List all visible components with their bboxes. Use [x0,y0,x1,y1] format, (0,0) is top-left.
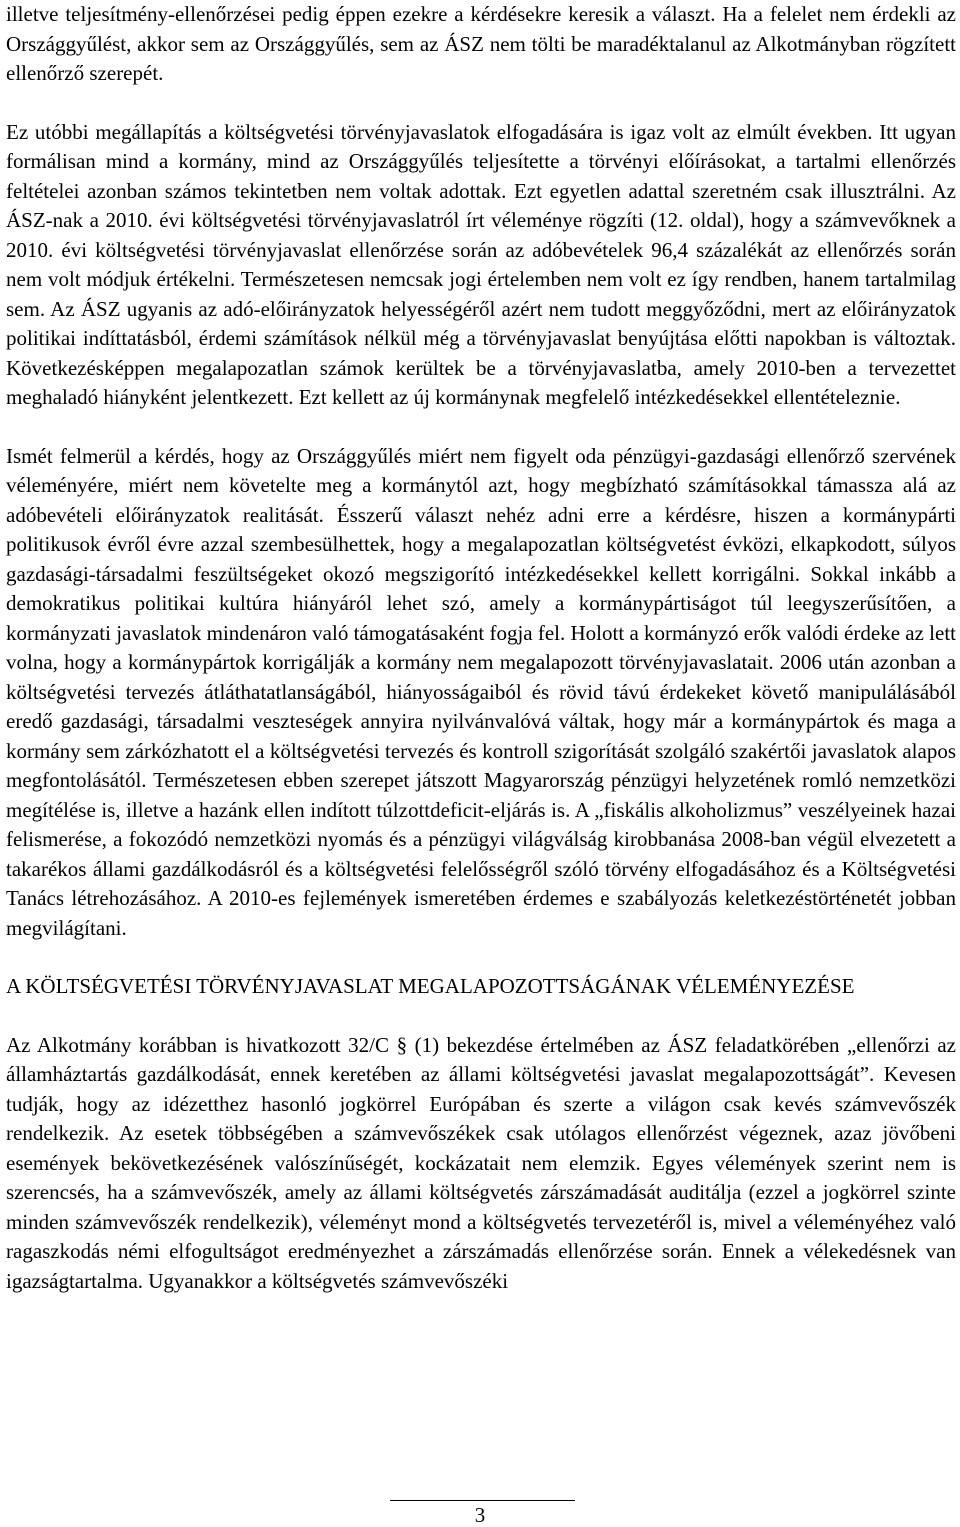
paragraph-1: illetve teljesítmény-ellenőrzései pedig éppen ezekre a kérdésekre keresik a választ. Ha a felelet nem érdekli az Országgyűlést, akkor sem az Országgyűlés, sem az ÁSZ nem tölti be maradéktalanul az Alkotmányban rögzített ellenőrző szerepét. [6,2,956,85]
paragraph-2: Ez utóbbi megállapítás a költségvetési törvényjavaslatok elfogadására is igaz volt az elmúlt években. Itt ugyan formálisan mind a kormány, mind az Országgyűlés teljesítette a törvényi előírásokat, a tartalmi ellenőrzés feltételei azonban számos tekintetben nem voltak adottak. Ezt egyetlen adattal szeretném csak illusztrálni. Az ÁSZ-nak a 2010. évi költségvetési törvényjavaslatról írt véleménye rögzíti (12. oldal), hogy a számvevőknek a 2010. évi költségvetési törvényjavaslat ellenőrzése során az adóbevételek 96,4 százalékát az ellenőrzés során nem volt módjuk értékelni. Természetesen nemcsak jogi értelemben nem volt ez így rendben, hanem tartalmilag sem. Az ÁSZ ugyanis az adó-előirányzatok helyességéről azért nem tudott meggyőződni, mert az előirányzatok politikai indíttatásból, érdemi számítások nélkül még a törvényjavaslat benyújtása előtti napokban is változtak. Következésképpen megalapozatlan számok kerültek be a törvényjavaslatba, amely 2010-ben a tervezettet meghaladó hiányként jelentkezett. Ezt kellett az új kormánynak megfelelő intézkedésekkel ellentételeznie. [6,119,956,409]
paragraph-4: Az Alkotmány korábban is hivatkozott 32/C § (1) bekezdése értelmében az ÁSZ feladatkörében „ellenőrzi az államháztartás gazdálkodását, ennek keretében az állami költségvetési javaslat megalapozottságát”. Kevesen tudják, hogy az idézetthez hasonló jogkörrel Európában és szerte a világon csak kevés számvevőszék rendelkezik. Az esetek többségében a számvevőszékek csak utólagos ellenőrzést végeznek, azaz jövőbeni események bekövetkezésének valószínűségét, kockázatait nem elemzik. Egyes vélemények szerint nem is szerencsés, ha a számvevőszék, amely az állami költségvetés zárszámadását auditálja (ezzel a jogkörrel szinte minden számvevőszék rendelkezik), véleményt mond a költségvetés tervezetéről is, mivel a véleményéhez való ragaszkodás némi elfogultságot eredményezhet a zárszámadás ellenőrzése során. Ennek a vélekedésnek van igazságtartalma. Ugyanakkor a költségvetés számvevőszéki [6,1032,956,1293]
document-page [6,0,956,1296]
section-heading: A KÖLTSÉGVETÉSI TÖRVÉNYJAVASLAT MEGALAPOZOTTSÁGÁNAK VÉLEMÉNYEZÉSE [6,974,855,998]
footer-divider [390,1500,575,1501]
paragraph-3: Ismét felmerül a kérdés, hogy az Országgyűlés miért nem figyelt oda pénzügyi-gazdasági ellenőrző szervének véleményére, miért nem követelte meg a kormánytól azt, hogy megbízható számításokkal támassza alá az adóbevételi előirányzatok realitását. Ésszerű választ nehéz adni erre a kérdésre, hiszen a kormánypárti politikusok évről évre azzal szembesülhettek, hogy a megalapozatlan költségvetést évközi, elkapkodott, súlyos gazdasági-társadalmi feszültségeket okozó megszigorító intézkedésekkel kellett korrigálni. Sokkal inkább a demokratikus politikai kultúra hiányáról lehet szó, amely a kormánypártiságot túl leegyszerűsítően, a kormányzati javaslatok mindenáron való támogatásaként fogja fel. Holott a kormányzó erők valódi érdeke az lett volna, hogy a kormánypártok korrigálják a kormány nem megalapozott törvényjavaslatait. 2006 után azonban a költségvetési tervezés átláthatatlanságából, hiányosságaiból és rövid távú érdekeket követő manipulálásából eredő gazdasági, társadalmi veszteségek annyira nyilvánvalóvá váltak, hogy már a kormánypártok és maga a kormány sem zárkózhatott el a költségvetési tervezés és kontroll szigorítását szolgáló szakértői javaslatok alapos megfontolásától. Természetesen ebben szerepet játszott Magyarország pénzügyi helyzetének romló nemzetközi megítélése is, illetve a hazánk ellen indított túlzottdeficit-eljárás is. A „fiskális alkoholizmus” veszélyeinek hazai felismerése, a fokozódó nemzetközi nyomás és a pénzügyi világválság kirobbanása 2008-ban végül elvezetett a takarékos állami gazdálkodásról és a költségvetési felelősségről szóló törvény elfogadásához és a Költségvetési Tanács létrehozásához. A 2010-es fejlemények ismeretében érdemes e szabályozás keletkezéstörténetét jobban megvilágítani. [6,443,956,940]
page-number: 3 [474,1503,486,1527]
